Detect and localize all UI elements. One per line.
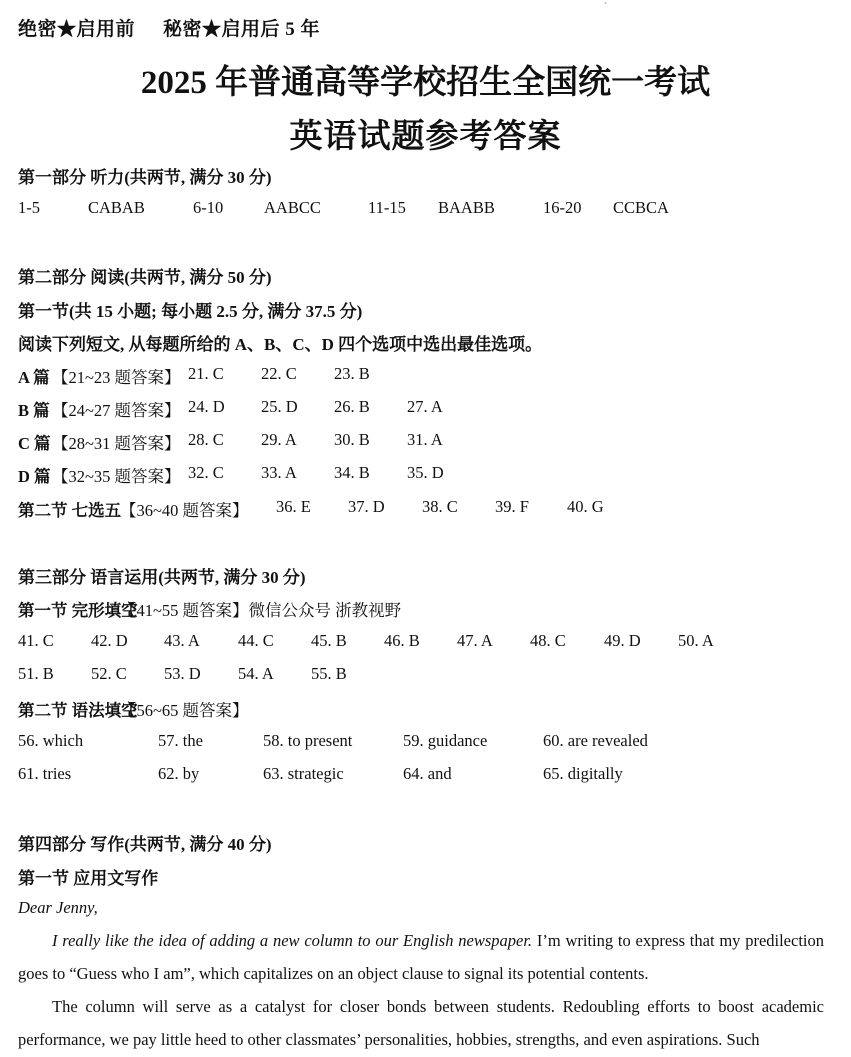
part3-heading: 第三部分 语言运用(共两节, 满分 30 分) [18, 568, 306, 587]
letter-salutation: Dear Jenny, [18, 898, 98, 917]
answer: 51. B [18, 664, 54, 683]
answer: 44. C [238, 631, 274, 650]
answer: 52. C [91, 664, 127, 683]
section-label: 第一节 完形填空 [18, 601, 138, 620]
answer: 50. A [678, 631, 714, 650]
section-range: 【56~65 题答案】 [120, 701, 249, 720]
answer: 49. D [604, 631, 641, 650]
answer: 39. F [495, 497, 529, 516]
answers-16-20: CCBCA [613, 198, 669, 217]
answer: 45. B [311, 631, 347, 650]
answers-1-5: CABAB [88, 198, 145, 217]
passage-range: 【32~35 题答案】 [52, 467, 181, 486]
section-label: 第二节 语法填空 [18, 701, 138, 720]
paragraph-1-text: I’m writing to express that my predilection goes to “Guess who I am”, which capitalizes on an object clause to signal its potential contents. [18, 931, 824, 983]
answer: 54. A [238, 664, 274, 683]
paragraph-1-italic-opening: I really like the idea of adding a new column to our English newspaper. [52, 931, 533, 950]
answer: 53. D [164, 664, 201, 683]
confidential-label: 绝密★启用前 [18, 19, 136, 40]
answers-6-10: AABCC [264, 198, 321, 217]
answer: 56. which [18, 731, 84, 750]
letter-paragraph-2: The column will serve as a catalyst for closer bonds between students. Redoubling efforts to boost academic performance, we pay little heed to other classmates’ personalities, hobbies, strengths, and even aspirations. Such [18, 997, 824, 1049]
part4-section1-heading: 第一节 应用文写作 [18, 869, 159, 888]
answer: 21. C [188, 364, 224, 383]
answer: 58. to present [263, 731, 353, 750]
answer: 27. A [407, 397, 443, 416]
answer: 61. tries [18, 764, 72, 783]
answer: 37. D [348, 497, 385, 516]
section-range: 【36~40 题答案】 [120, 501, 249, 520]
section-range: 【41~55 题答案】微信公众号 浙教视野 [120, 601, 402, 620]
answer: 60. are revealed [543, 731, 648, 750]
range-6-10: 6-10 [193, 198, 224, 217]
answer: 22. C [261, 364, 297, 383]
answer: 47. A [457, 631, 493, 650]
answer: 41. C [18, 631, 54, 650]
passage-label: B 篇 [18, 401, 50, 420]
part1-heading: 第一部分 听力(共两节, 满分 30 分) [18, 168, 272, 187]
passage-label: C 篇 [18, 434, 51, 453]
confidentiality-line [18, 14, 320, 41]
answer: 62. by [158, 764, 200, 783]
answer: 31. A [407, 430, 443, 449]
answer: 65. digitally [543, 764, 623, 783]
answer: 29. A [261, 430, 297, 449]
answers-11-15: BAABB [438, 198, 495, 217]
passage-range: 【21~23 题答案】 [52, 368, 181, 387]
passage-label: A 篇 [18, 368, 50, 387]
letter-paragraph-1 [18, 924, 824, 990]
answer: 42. D [91, 631, 128, 650]
answer: 30. B [334, 430, 370, 449]
answer: 59. guidance [403, 731, 488, 750]
answer-key-title: 英语试题参考答案 [289, 119, 562, 155]
answer: 33. A [261, 463, 297, 482]
secret-label: 秘密★启用后 5 年 [163, 19, 321, 40]
answer: 26. B [334, 397, 370, 416]
passage-range: 【28~31 题答案】 [52, 434, 181, 453]
answer: 64. and [403, 764, 452, 783]
range-11-15: 11-15 [368, 198, 406, 217]
answer: 48. C [530, 631, 566, 650]
range-16-20: 16-20 [543, 198, 582, 217]
answer: 23. B [334, 364, 370, 383]
section-label: 第二节 七选五 [18, 501, 122, 520]
answer: 57. the [158, 731, 203, 750]
part2-section1-heading: 第一节(共 15 小题; 每小题 2.5 分, 满分 37.5 分) [18, 302, 363, 321]
answer: 34. B [334, 463, 370, 482]
answer: 35. D [407, 463, 444, 482]
passage-range: 【24~27 题答案】 [52, 401, 181, 420]
answer: 28. C [188, 430, 224, 449]
answer: 43. A [164, 631, 200, 650]
answer: 38. C [422, 497, 458, 516]
part4-heading: 第四部分 写作(共两节, 满分 40 分) [18, 835, 272, 854]
range-1-5: 1-5 [18, 198, 40, 217]
scan-mark: ` [604, 2, 608, 13]
answer: 36. E [276, 497, 311, 516]
exam-title: 2025 年普通高等学校招生全国统一考试 [140, 65, 711, 101]
answer: 24. D [188, 397, 225, 416]
answer: 32. C [188, 463, 224, 482]
answer: 63. strategic [263, 764, 344, 783]
reading-instruction: 阅读下列短文, 从每题所给的 A、B、C、D 四个选项中选出最佳选项。 [18, 335, 543, 354]
answer: 55. B [311, 664, 347, 683]
part2-heading: 第二部分 阅读(共两节, 满分 50 分) [18, 268, 272, 287]
passage-label: D 篇 [18, 467, 51, 486]
answer: 25. D [261, 397, 298, 416]
answer: 46. B [384, 631, 420, 650]
answer: 40. G [567, 497, 604, 516]
